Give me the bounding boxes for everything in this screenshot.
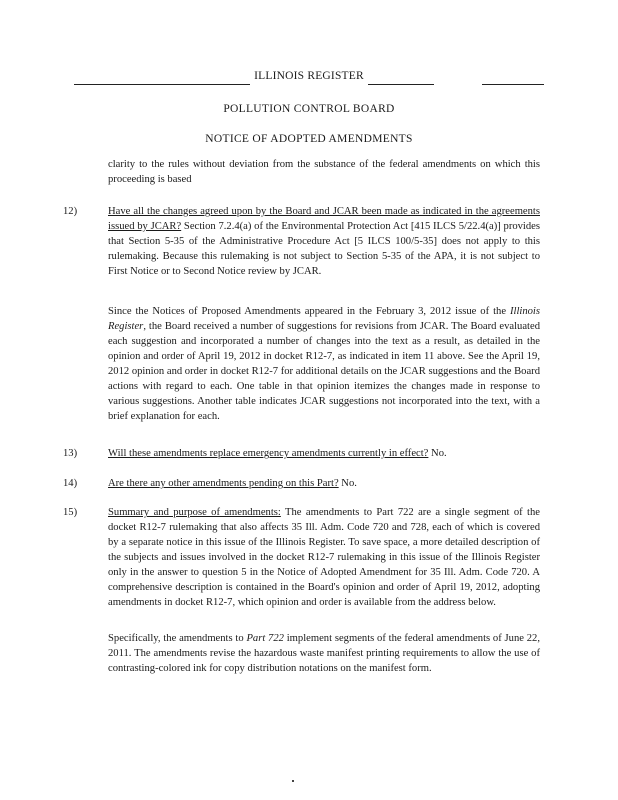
continuation-text: clarity to the rules without deviation from the substance of the federal amendments on which this proceeding is based — [108, 159, 540, 185]
item-15-question: Summary and purpose of amendments: — [108, 507, 281, 518]
header-rule-left — [74, 84, 250, 85]
item-15-para2-start: Specifically, the amendments to — [108, 633, 247, 644]
footer-mark — [292, 780, 294, 782]
item-13-answer: No. — [428, 448, 447, 459]
item-12-paragraph — [108, 204, 540, 279]
header-rule-right — [482, 84, 544, 85]
continuation-paragraph — [108, 157, 540, 187]
item-12-number: 12) — [63, 206, 78, 217]
board-heading: POLLUTION CONTROL BOARD — [223, 103, 395, 115]
item-13-paragraph — [108, 446, 540, 461]
item-14-question: Are there any other amendments pending on this Part? — [108, 478, 339, 489]
item-15-paragraph-2 — [108, 631, 540, 676]
item-12-paragraph-2 — [108, 304, 540, 424]
item-13-number: 13) — [63, 448, 78, 459]
header-rule-middle — [368, 84, 434, 85]
item-15-answer: The amendments to Part 722 are a single segment of the docket R12-7 rulemaking that also affects 35 Ill. Adm. Code 720 and 728, each of which is covered by a separate notice in this issue of the Illinois Register. To save space, a more detailed description of the subjects and issues involved in the docket R12-7 rulemaking in this issue of the Illinois Register only in the answer to question 5 in the Notice of Adopted Amendment for 35 Ill. Adm. Code 720. A comprehensive description is contained in the Board's opinion and order of April 19, 2012, adopting amendments in docket R12-7, which opinion and order is available from the address below. — [108, 507, 540, 608]
item-12-question: Have all the changes agreed upon by the Board and JCAR been made as indicated in the agreements issued by JCAR? — [108, 206, 540, 232]
item-14-number: 14) — [63, 478, 78, 489]
item-15-number: 15) — [63, 507, 78, 518]
item-12-para2-italic: Illinois Register — [108, 306, 540, 332]
item-15-para2-end: implement segments of the federal amendments of June 22, 2011. The amendments revise the hazardous waste manifest printing requirements to allow the use of contrasting-colored ink for copy distribution notations on the manifest form. — [108, 633, 540, 674]
illinois-register-title: ILLINOIS REGISTER — [254, 70, 364, 82]
item-12-para2-end: , the Board received a number of suggestions for revisions from JCAR. The Board evaluated each suggestion and incorporated a number of changes into the text as a result, as detailed in the opinion and order of April 19, 2012 in docket R12-7, as indicated in item 11 above. See the April 19, 2012 opinion and order in docket R12-7 for additional details on the JCAR suggestions and the Board actions with regard to each. One table in that opinion itemizes the changes made in response to various suggestions. Another table indicates JCAR suggestions not incorporated into the text, with a brief explanation for each. — [108, 321, 540, 422]
item-14-answer: No. — [338, 478, 357, 489]
item-13-question: Will these amendments replace emergency amendments currently in effect? — [108, 448, 429, 459]
notice-heading: NOTICE OF ADOPTED AMENDMENTS — [205, 133, 413, 145]
item-12-answer: Section 7.2.4(a) of the Environmental Protection Act [415 ILCS 5/22.4(a)] provides that Section 5-35 of the Administrative Procedure Act [5 ILCS 100/5-35] does not apply to this rulemaking. Because this rulemaking is not subject to Section 5-35 of the APA, it is not subject to First Notice or to Second Notice review by JCAR. — [108, 221, 541, 277]
item-12-para2-start: Since the Notices of Proposed Amendments appeared in the February 3, 2012 issue of the — [108, 306, 510, 317]
item-15-paragraph — [108, 505, 540, 610]
item-15-para2-italic: Part 722 — [246, 633, 284, 644]
item-14-paragraph — [108, 476, 540, 491]
